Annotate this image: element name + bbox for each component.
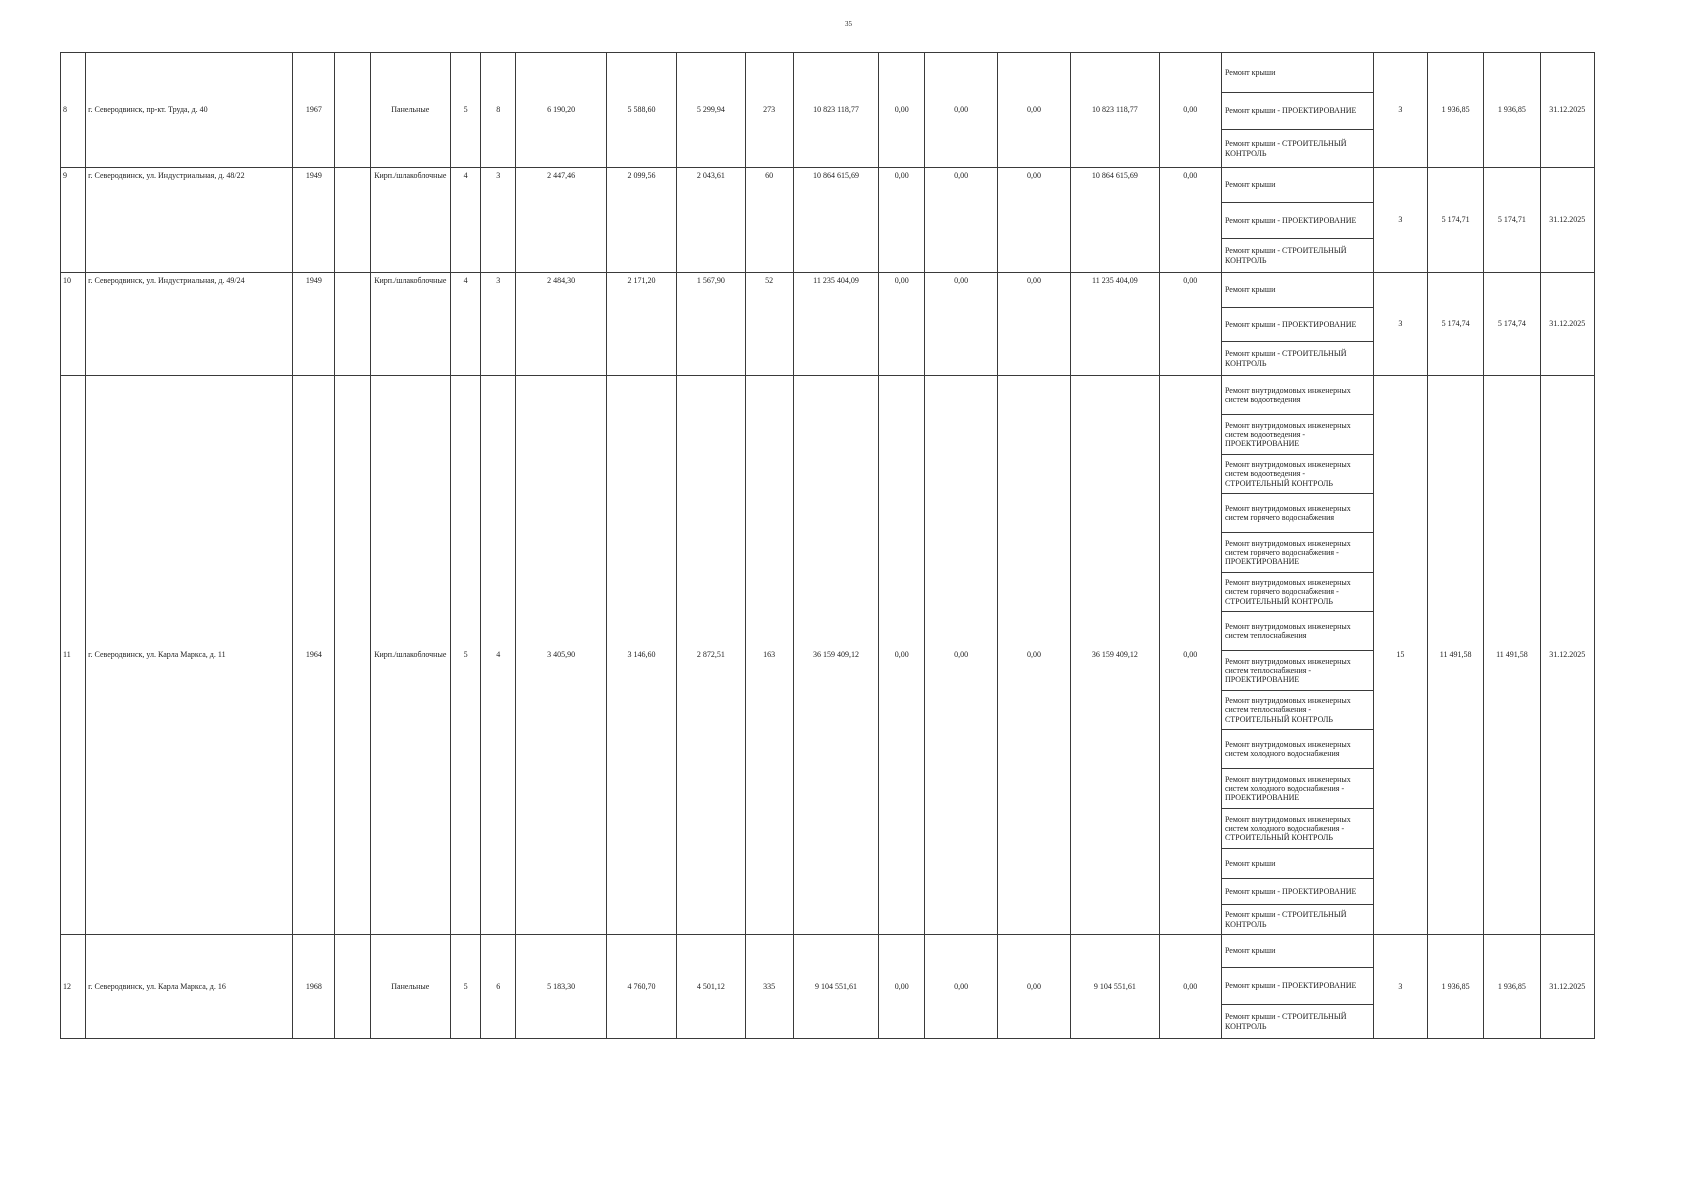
address-cell: г. Северодвинск, ул. Индустриальная, д. 49/24 xyxy=(86,273,293,376)
work-type-cell: Ремонт внутридомовых инженерных систем водоотведения - СТРОИТЕЛЬНЫЙ КОНТРОЛЬ xyxy=(1221,455,1373,494)
unit-cost-cell: 5 174,71 xyxy=(1428,168,1484,273)
fund-federal-cell: 0,00 xyxy=(879,53,925,168)
work-type-cell: Ремонт внутридомовых инженерных систем водоотведения - ПРОЕКТИРОВАНИЕ xyxy=(1221,415,1373,455)
year-cell: 1949 xyxy=(293,168,335,273)
residential-area-cell: 4 501,12 xyxy=(677,935,745,1039)
residential-area-cell: 2 043,61 xyxy=(677,168,745,273)
work-type-cell: Ремонт крыши xyxy=(1221,849,1373,879)
residents-cell: 52 xyxy=(745,273,793,376)
work-count-cell: 3 xyxy=(1373,273,1427,376)
deadline-cell: 31.12.2025 xyxy=(1540,168,1594,273)
cost-total-cell: 9 104 551,61 xyxy=(793,935,878,1039)
empty-cell xyxy=(335,376,370,935)
max-unit-cost-cell: 5 174,71 xyxy=(1484,168,1540,273)
total-area-cell: 5 183,30 xyxy=(516,935,606,1039)
floors-cell: 4 xyxy=(451,273,481,376)
unit-cost-cell: 1 936,85 xyxy=(1428,935,1484,1039)
work-type-cell: Ремонт крыши - ПРОЕКТИРОВАНИЕ xyxy=(1221,968,1373,1005)
year-cell: 1964 xyxy=(293,376,335,935)
premises-area-cell: 2 099,56 xyxy=(606,168,676,273)
entrances-cell: 3 xyxy=(481,168,516,273)
row-number: 10 xyxy=(61,273,86,376)
fund-local-cell: 0,00 xyxy=(997,273,1070,376)
residents-cell: 273 xyxy=(745,53,793,168)
work-type-cell: Ремонт крыши - СТРОИТЕЛЬНЫЙ КОНТРОЛЬ xyxy=(1221,130,1373,168)
max-unit-cost-cell: 11 491,58 xyxy=(1484,376,1540,935)
work-type-cell: Ремонт внутридомовых инженерных систем горячего водоснабжения - СТРОИТЕЛЬНЫЙ КОНТРОЛЬ xyxy=(1221,573,1373,612)
fund-regional-cell: 0,00 xyxy=(925,168,997,273)
residential-area-cell: 5 299,94 xyxy=(677,53,745,168)
fund-owners-cell: 10 864 615,69 xyxy=(1071,168,1159,273)
entrances-cell: 8 xyxy=(481,53,516,168)
fund-federal-cell: 0,00 xyxy=(879,168,925,273)
work-type-cell: Ремонт внутридомовых инженерных систем холодного водоснабжения xyxy=(1221,730,1373,769)
total-area-cell: 2 484,30 xyxy=(516,273,606,376)
empty-cell xyxy=(335,273,370,376)
fund-federal-cell: 0,00 xyxy=(879,935,925,1039)
wall-material-cell: Кирп./шлакоблочные xyxy=(370,273,450,376)
unit-cost-cell: 1 936,85 xyxy=(1428,53,1484,168)
residential-area-cell: 1 567,90 xyxy=(677,273,745,376)
row-number: 11 xyxy=(61,376,86,935)
row-number: 12 xyxy=(61,935,86,1039)
fund-owners-cell: 10 823 118,77 xyxy=(1071,53,1159,168)
deadline-cell: 31.12.2025 xyxy=(1540,376,1594,935)
floors-cell: 5 xyxy=(451,53,481,168)
empty-cell xyxy=(335,53,370,168)
fund-local-cell: 0,00 xyxy=(997,935,1070,1039)
fund-other-cell: 0,00 xyxy=(1159,376,1221,935)
entrances-cell: 6 xyxy=(481,935,516,1039)
fund-local-cell: 0,00 xyxy=(997,168,1070,273)
work-type-cell: Ремонт крыши - СТРОИТЕЛЬНЫЙ КОНТРОЛЬ xyxy=(1221,1005,1373,1039)
work-type-cell: Ремонт внутридомовых инженерных систем теплоснабжения xyxy=(1221,612,1373,651)
fund-federal-cell: 0,00 xyxy=(879,273,925,376)
fund-other-cell: 0,00 xyxy=(1159,935,1221,1039)
work-count-cell: 15 xyxy=(1373,376,1427,935)
work-type-cell: Ремонт крыши xyxy=(1221,53,1373,93)
work-type-cell: Ремонт крыши xyxy=(1221,273,1373,308)
work-type-cell: Ремонт крыши - СТРОИТЕЛЬНЫЙ КОНТРОЛЬ xyxy=(1221,239,1373,273)
cost-total-cell: 10 823 118,77 xyxy=(793,53,878,168)
work-type-cell: Ремонт внутридомовых инженерных систем теплоснабжения - ПРОЕКТИРОВАНИЕ xyxy=(1221,651,1373,691)
cost-total-cell: 10 864 615,69 xyxy=(793,168,878,273)
fund-regional-cell: 0,00 xyxy=(925,53,997,168)
total-area-cell: 2 447,46 xyxy=(516,168,606,273)
table-row xyxy=(61,273,1595,308)
address-cell: г. Северодвинск, ул. Карла Маркса, д. 11 xyxy=(86,376,293,935)
year-cell: 1968 xyxy=(293,935,335,1039)
unit-cost-cell: 5 174,74 xyxy=(1428,273,1484,376)
fund-other-cell: 0,00 xyxy=(1159,273,1221,376)
repair-program-table xyxy=(60,52,1595,1039)
total-area-cell: 6 190,20 xyxy=(516,53,606,168)
fund-regional-cell: 0,00 xyxy=(925,273,997,376)
address-cell: г. Северодвинск, ул. Карла Маркса, д. 16 xyxy=(86,935,293,1039)
premises-area-cell: 3 146,60 xyxy=(606,376,676,935)
work-type-cell: Ремонт крыши - ПРОЕКТИРОВАНИЕ xyxy=(1221,879,1373,905)
residents-cell: 335 xyxy=(745,935,793,1039)
max-unit-cost-cell: 5 174,74 xyxy=(1484,273,1540,376)
fund-owners-cell: 36 159 409,12 xyxy=(1071,376,1159,935)
max-unit-cost-cell: 1 936,85 xyxy=(1484,53,1540,168)
fund-owners-cell: 9 104 551,61 xyxy=(1071,935,1159,1039)
empty-cell xyxy=(335,935,370,1039)
table-row xyxy=(61,935,1595,968)
address-cell: г. Северодвинск, пр-кт. Труда, д. 40 xyxy=(86,53,293,168)
floors-cell: 5 xyxy=(451,935,481,1039)
wall-material-cell: Кирп./шлакоблочные xyxy=(370,168,450,273)
wall-material-cell: Панельные xyxy=(370,53,450,168)
max-unit-cost-cell: 1 936,85 xyxy=(1484,935,1540,1039)
work-count-cell: 3 xyxy=(1373,935,1427,1039)
fund-regional-cell: 0,00 xyxy=(925,935,997,1039)
work-type-cell: Ремонт крыши xyxy=(1221,935,1373,968)
address-cell: г. Северодвинск, ул. Индустриальная, д. 48/22 xyxy=(86,168,293,273)
residents-cell: 60 xyxy=(745,168,793,273)
fund-other-cell: 0,00 xyxy=(1159,168,1221,273)
work-type-cell: Ремонт внутридомовых инженерных систем горячего водоснабжения xyxy=(1221,494,1373,533)
work-type-cell: Ремонт внутридомовых инженерных систем холодного водоснабжения - СТРОИТЕЛЬНЫЙ КОНТРОЛЬ xyxy=(1221,809,1373,849)
year-cell: 1967 xyxy=(293,53,335,168)
work-type-cell: Ремонт крыши - ПРОЕКТИРОВАНИЕ xyxy=(1221,203,1373,239)
fund-local-cell: 0,00 xyxy=(997,53,1070,168)
residential-area-cell: 2 872,51 xyxy=(677,376,745,935)
work-type-cell: Ремонт крыши xyxy=(1221,168,1373,203)
page-number: 35 xyxy=(845,20,852,28)
work-type-cell: Ремонт крыши - СТРОИТЕЛЬНЫЙ КОНТРОЛЬ xyxy=(1221,905,1373,935)
fund-other-cell: 0,00 xyxy=(1159,53,1221,168)
residents-cell: 163 xyxy=(745,376,793,935)
work-type-cell: Ремонт крыши - ПРОЕКТИРОВАНИЕ xyxy=(1221,308,1373,342)
fund-local-cell: 0,00 xyxy=(997,376,1070,935)
cost-total-cell: 11 235 404,09 xyxy=(793,273,878,376)
wall-material-cell: Кирп./шлакоблочные xyxy=(370,376,450,935)
table-row xyxy=(61,376,1595,415)
row-number: 9 xyxy=(61,168,86,273)
work-type-cell: Ремонт внутридомовых инженерных систем водоотведения xyxy=(1221,376,1373,415)
table-row xyxy=(61,53,1595,93)
deadline-cell: 31.12.2025 xyxy=(1540,935,1594,1039)
fund-owners-cell: 11 235 404,09 xyxy=(1071,273,1159,376)
fund-federal-cell: 0,00 xyxy=(879,376,925,935)
year-cell: 1949 xyxy=(293,273,335,376)
work-type-cell: Ремонт внутридомовых инженерных систем горячего водоснабжения - ПРОЕКТИРОВАНИЕ xyxy=(1221,533,1373,573)
cost-total-cell: 36 159 409,12 xyxy=(793,376,878,935)
premises-area-cell: 2 171,20 xyxy=(606,273,676,376)
deadline-cell: 31.12.2025 xyxy=(1540,273,1594,376)
work-type-cell: Ремонт крыши - СТРОИТЕЛЬНЫЙ КОНТРОЛЬ xyxy=(1221,342,1373,376)
entrances-cell: 3 xyxy=(481,273,516,376)
table-row xyxy=(61,168,1595,203)
entrances-cell: 4 xyxy=(481,376,516,935)
premises-area-cell: 4 760,70 xyxy=(606,935,676,1039)
floors-cell: 5 xyxy=(451,376,481,935)
work-type-cell: Ремонт внутридомовых инженерных систем холодного водоснабжения - ПРОЕКТИРОВАНИЕ xyxy=(1221,769,1373,809)
unit-cost-cell: 11 491,58 xyxy=(1428,376,1484,935)
wall-material-cell: Панельные xyxy=(370,935,450,1039)
work-type-cell: Ремонт внутридомовых инженерных систем теплоснабжения - СТРОИТЕЛЬНЫЙ КОНТРОЛЬ xyxy=(1221,691,1373,730)
fund-regional-cell: 0,00 xyxy=(925,376,997,935)
floors-cell: 4 xyxy=(451,168,481,273)
premises-area-cell: 5 588,60 xyxy=(606,53,676,168)
empty-cell xyxy=(335,168,370,273)
work-type-cell: Ремонт крыши - ПРОЕКТИРОВАНИЕ xyxy=(1221,93,1373,130)
total-area-cell: 3 405,90 xyxy=(516,376,606,935)
work-count-cell: 3 xyxy=(1373,168,1427,273)
deadline-cell: 31.12.2025 xyxy=(1540,53,1594,168)
row-number: 8 xyxy=(61,53,86,168)
work-count-cell: 3 xyxy=(1373,53,1427,168)
